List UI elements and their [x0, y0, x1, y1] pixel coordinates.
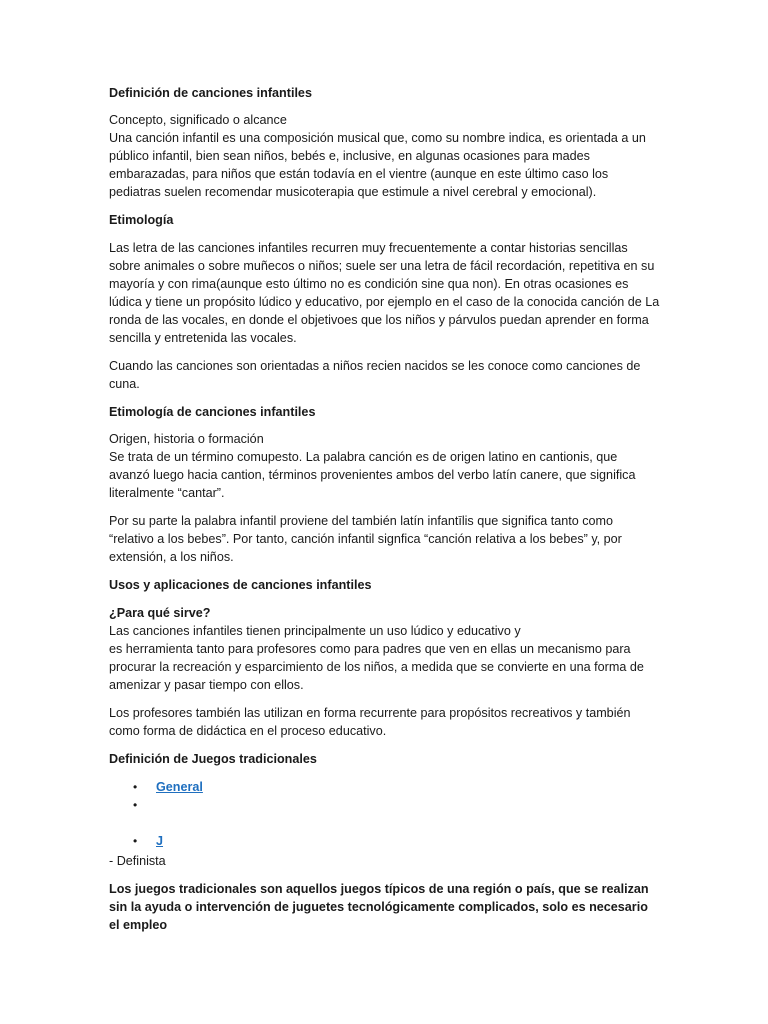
list-item-spacer — [109, 796, 661, 832]
heading-juegos-tradicionales: Definición de Juegos tradicionales — [109, 752, 317, 766]
concept-paragraph: Una canción infantil es una composición musical que, como su nombre indica, es orientada a un público infantil, bien sean niños, bebés e, inclusive, en algunas ocasiones para mades embarazadas, para niños que están todavía en el vientre (aunque en este último caso los pediatras suelen recomendar musicoterapia que estimule a nivel cerebral y emocional). — [109, 131, 646, 199]
para-que-line-1: Las canciones infantiles tienen principalmente un uso lúdico y educativo y — [109, 624, 521, 638]
document-page — [109, 84, 661, 934]
etimologia-paragraph-1: Las letra de las canciones infantiles recurren muy frecuentemente a contar historias sencillas sobre animales o sobre muñecos o niños; suele ser una letra de fácil recordación, repetitiva en su mayoría y con rima(aunque esto último no es condición sine qua non). En otras ocasiones es lúdica y tiene un propósito lúdico y educativo, por ejemplo en el caso de la conocida canción de La ronda de las vocales, en donde el objetivoes que los niños y párvulos puedan aprender en forma sencilla y entretenida las vocales. — [109, 241, 660, 345]
heading-etimologia-canciones: Etimología de canciones infantiles — [109, 405, 316, 419]
link-j[interactable]: J — [156, 834, 164, 848]
usos-paragraph-2: Los profesores también las utilizan en forma recurrente para propósitos recreativos y también como forma de didáctica en el proceso educativo. — [109, 706, 631, 738]
concept-block — [109, 111, 661, 201]
list-item — [109, 832, 661, 850]
link-list — [109, 778, 661, 850]
link-general[interactable]: General — [156, 780, 203, 794]
etimologia-paragraph-2: Cuando las canciones son orientadas a niños recien nacidos se les conoce como canciones de cuna. — [109, 359, 641, 391]
para-que-block — [109, 604, 661, 694]
origen-paragraph: Se trata de un término comupesto. La palabra canción es de origen latino en cantionis, que avanzó luego hacia cantion, términos provenientes ambos del verbo latín canere, que significa literalmente “cantar”. — [109, 450, 636, 500]
list-item — [109, 778, 661, 796]
heading-etimologia: Etimología — [109, 213, 174, 227]
juegos-paragraph: Los juegos tradicionales son aquellos juegos típicos de una región o país, que se realizan sin la ayuda o intervención de juguetes tecnológicamente complicados, solo es necesario el empleo — [109, 882, 649, 932]
heading-definicion-canciones: Definición de canciones infantiles — [109, 86, 312, 100]
para-que-label: ¿Para qué sirve? — [109, 606, 211, 620]
definista-label: - Definista — [109, 854, 166, 868]
heading-usos: Usos y aplicaciones de canciones infantiles — [109, 578, 372, 592]
origen-label: Origen, historia o formación — [109, 432, 264, 446]
concept-label: Concepto, significado o alcance — [109, 113, 287, 127]
origen-block — [109, 430, 661, 502]
para-que-paragraph: es herramienta tanto para profesores como para padres que ven en ellas un mecanismo para procurar la recreación y esparcimiento de los niños, a medida que se convierte en una forma de amenizar y pasar tiempo con ellos. — [109, 642, 644, 692]
origen-paragraph-2: Por su parte la palabra infantil proviene del también latín infantīlis que significa tanto como “relativo a los bebes”. Por tanto, canción infantil signfica “canción relativa a los bebes” y, por extensión, a los niños. — [109, 514, 622, 564]
